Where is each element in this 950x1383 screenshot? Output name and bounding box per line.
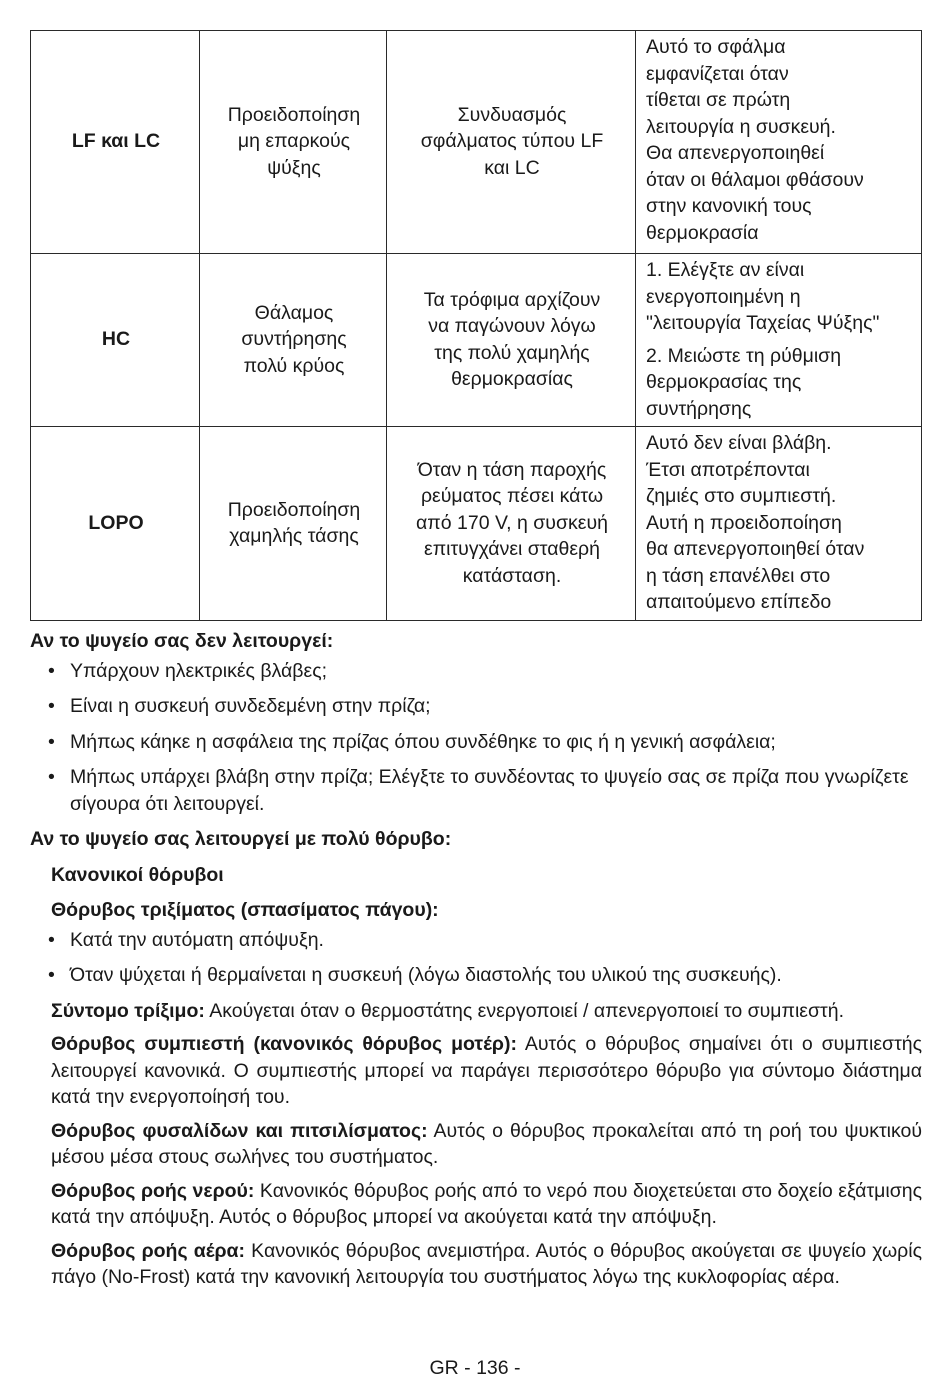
bullet-icon: • bbox=[48, 928, 55, 951]
noise-term: Θόρυβος φυσαλίδων και πιτσιλίσματος: bbox=[51, 1119, 428, 1142]
list-item-text: Κατά την αυτόματη απόψυξη. bbox=[70, 928, 324, 951]
bullet-icon: • bbox=[48, 695, 55, 717]
text-line: ρεύματος πέσει κάτω bbox=[420, 485, 604, 508]
text-line: ζημιές στο συμπιεστή. bbox=[646, 485, 837, 507]
text-line: στην κανονική τους bbox=[646, 195, 812, 217]
not-working-list bbox=[30, 658, 922, 818]
error-code: LOPO bbox=[31, 427, 200, 621]
list-item bbox=[30, 693, 922, 720]
list-item-text: Υπάρχουν ηλεκτρικές βλάβες; bbox=[70, 659, 328, 682]
noise-term: Θόρυβος ροής νερού: bbox=[51, 1179, 255, 1202]
text-line: λειτουργία η συσκευή. bbox=[646, 115, 836, 138]
noise-description: Αυτός ο θόρυβος προκαλείται από τη ροή του ψυκτικού μέσου μέσα στους σωλήνες του συστήματος. bbox=[51, 1119, 922, 1168]
error-cause bbox=[387, 427, 636, 621]
error-solution bbox=[636, 254, 922, 427]
text-line: Συνδυασμός bbox=[457, 103, 567, 126]
troubleshooting-text bbox=[30, 628, 922, 1298]
text-line: θα απενεργοποιηθεί όταν bbox=[646, 538, 865, 560]
bullet-icon: • bbox=[48, 766, 55, 788]
list-item bbox=[30, 764, 922, 817]
table-row bbox=[31, 427, 922, 621]
noise-term: Θόρυβος ροής αέρα: bbox=[51, 1239, 246, 1262]
noise-description: Κανονικός θόρυβος ανεμιστήρα. Αυτός ο θόρυβος ακούγεται σε ψυγείο χωρίς πάγο (No-Frost) κατά την κανονική λειτουργία του συστήματος λόγω της κυκλοφορίας αέρα. bbox=[51, 1239, 922, 1288]
text-line: και LC bbox=[484, 156, 540, 179]
list-item-text: Είναι η συσκευή συνδεδεμένη στην πρίζα; bbox=[70, 695, 431, 717]
text-line: Αυτό το σφάλμα bbox=[646, 36, 786, 58]
text-line: Τα τρόφιμα αρχίζουν bbox=[423, 288, 601, 311]
noise-paragraph bbox=[30, 1238, 922, 1291]
text-line: τίθεται σε πρώτη bbox=[646, 89, 791, 111]
subheading-normal-noises: Κανονικοί θόρυβοι bbox=[51, 863, 224, 886]
text-line: χαμηλής τάσης bbox=[229, 525, 359, 547]
table-row bbox=[31, 254, 922, 427]
section-heading-noisy: Αν το ψυγείο σας λειτουργεί με πολύ θόρυβο: bbox=[30, 828, 452, 850]
text-line: Έτσι αποτρέπονται bbox=[646, 458, 810, 481]
text-line: κατάσταση. bbox=[462, 564, 562, 587]
text-line: από 170 V, η συσκευή bbox=[416, 511, 608, 534]
bullet-icon: • bbox=[48, 659, 55, 682]
text-line: 1. Ελέγξτε αν είναι bbox=[646, 259, 805, 281]
noise-paragraph bbox=[30, 1178, 922, 1231]
text-line: συντήρησης bbox=[646, 397, 752, 420]
text-line: θερμοκρασίας bbox=[451, 368, 573, 390]
text-line: Προειδοποίηση bbox=[227, 103, 361, 126]
noise-term: Σύντομο τρίξιμο: bbox=[51, 999, 205, 1022]
text-line: της πολύ χαμηλής bbox=[434, 341, 590, 364]
text-line: "λειτουργία Ταχείας Ψύξης" bbox=[646, 312, 880, 334]
bullet-icon: • bbox=[48, 964, 55, 986]
page-number: GR - 136 - bbox=[429, 1357, 521, 1379]
noise-term: Θόρυβος συμπιεστή (κανονικός θόρυβος μοτέρ): bbox=[51, 1033, 517, 1055]
text-line: η τάση επανέλθει στο bbox=[646, 564, 831, 587]
list-item-text: Μήπως κάηκε η ασφάλεια της πρίζας όπου συνδέθηκε το φις ή η γενική ασφάλεια; bbox=[70, 730, 776, 753]
text-line: Όταν η τάση παροχής bbox=[417, 458, 607, 481]
text-line: Προειδοποίηση bbox=[227, 498, 361, 521]
error-code: HC bbox=[31, 254, 200, 427]
text-line: 2. Μειώστε τη ρύθμιση bbox=[646, 344, 842, 367]
list-item-text: Μήπως υπάρχει βλάβη στην πρίζα; Ελέγξτε το συνδέοντας το ψυγείο σας σε πρίζα που γνωρίζετε σίγουρα ότι λειτουργεί. bbox=[70, 766, 909, 815]
noise-description: Κανονικός θόρυβος ροής από το νερό που διοχετεύεται στο δοχείο εξάτμισης κατά την απόψυξη. Αυτός ο θόρυβος μπορεί να ακούγεται κατά την απόψυξη. bbox=[51, 1179, 922, 1228]
error-code: LF και LC bbox=[31, 31, 200, 254]
text-line: πολύ κρύος bbox=[243, 354, 345, 377]
subheading-crack-noise: Θόρυβος τριξίματος (σπασίματος πάγου): bbox=[51, 899, 439, 921]
section-heading-not-working: Αν το ψυγείο σας δεν λειτουργεί: bbox=[30, 630, 334, 652]
text-line: μη επαρκούς bbox=[237, 130, 351, 153]
noise-paragraph bbox=[30, 998, 922, 1025]
error-code-table bbox=[30, 30, 922, 621]
text-line: απαιτούμενο επίπεδο bbox=[646, 591, 832, 613]
text-line: ενεργοποιημένη η bbox=[646, 285, 801, 308]
noise-paragraph bbox=[30, 1031, 922, 1111]
text-line: Θα απενεργοποιηθεί bbox=[646, 142, 825, 164]
text-line: Αυτό δεν είναι βλάβη. bbox=[646, 432, 832, 454]
list-item bbox=[30, 927, 922, 954]
error-description bbox=[200, 427, 387, 621]
text-line: Θάλαμος bbox=[254, 301, 334, 324]
error-cause bbox=[387, 31, 636, 254]
text-line: ψύξης bbox=[267, 156, 321, 179]
text-line: θερμοκρασία bbox=[646, 221, 759, 244]
list-item-text: Όταν ψύχεται ή θερμαίνεται η συσκευή (λόγω διαστολής του υλικού της συσκευής). bbox=[70, 964, 782, 986]
text-line: όταν οι θάλαμοι φθάσουν bbox=[646, 168, 864, 191]
error-solution bbox=[636, 427, 922, 621]
error-description bbox=[200, 31, 387, 254]
text-line: σφάλματος τύπου LF bbox=[420, 130, 604, 153]
table-row bbox=[31, 31, 922, 254]
noise-paragraph bbox=[30, 1118, 922, 1171]
list-item bbox=[30, 658, 922, 685]
text-line: Αυτή η προειδοποίηση bbox=[646, 511, 842, 534]
noise-description: Ακούγεται όταν ο θερμοστάτης ενεργοποιεί / απενεργοποιεί το συμπιεστή. bbox=[209, 999, 844, 1022]
text-line: επιτυγχάνει σταθερή bbox=[424, 538, 600, 561]
text-line: συντήρησης bbox=[241, 328, 347, 351]
crack-noise-list bbox=[30, 927, 922, 989]
list-item bbox=[30, 729, 922, 756]
text-line: θερμοκρασίας της bbox=[646, 371, 802, 393]
list-item bbox=[30, 962, 922, 989]
error-cause bbox=[387, 254, 636, 427]
error-solution bbox=[636, 31, 922, 254]
noise-description: Αυτός ο θόρυβος σημαίνει ότι ο συμπιεστής λειτουργεί κανονικά. Ο συμπιεστής μπορεί να παράγει περισσότερο θόρυβο για σύντομο διάστημα κατά την ενεργοποίησή του. bbox=[51, 1033, 923, 1108]
text-line: να παγώνουν λόγω bbox=[428, 315, 596, 337]
text-line: εμφανίζεται όταν bbox=[646, 62, 789, 85]
bullet-icon: • bbox=[48, 730, 55, 753]
error-description bbox=[200, 254, 387, 427]
